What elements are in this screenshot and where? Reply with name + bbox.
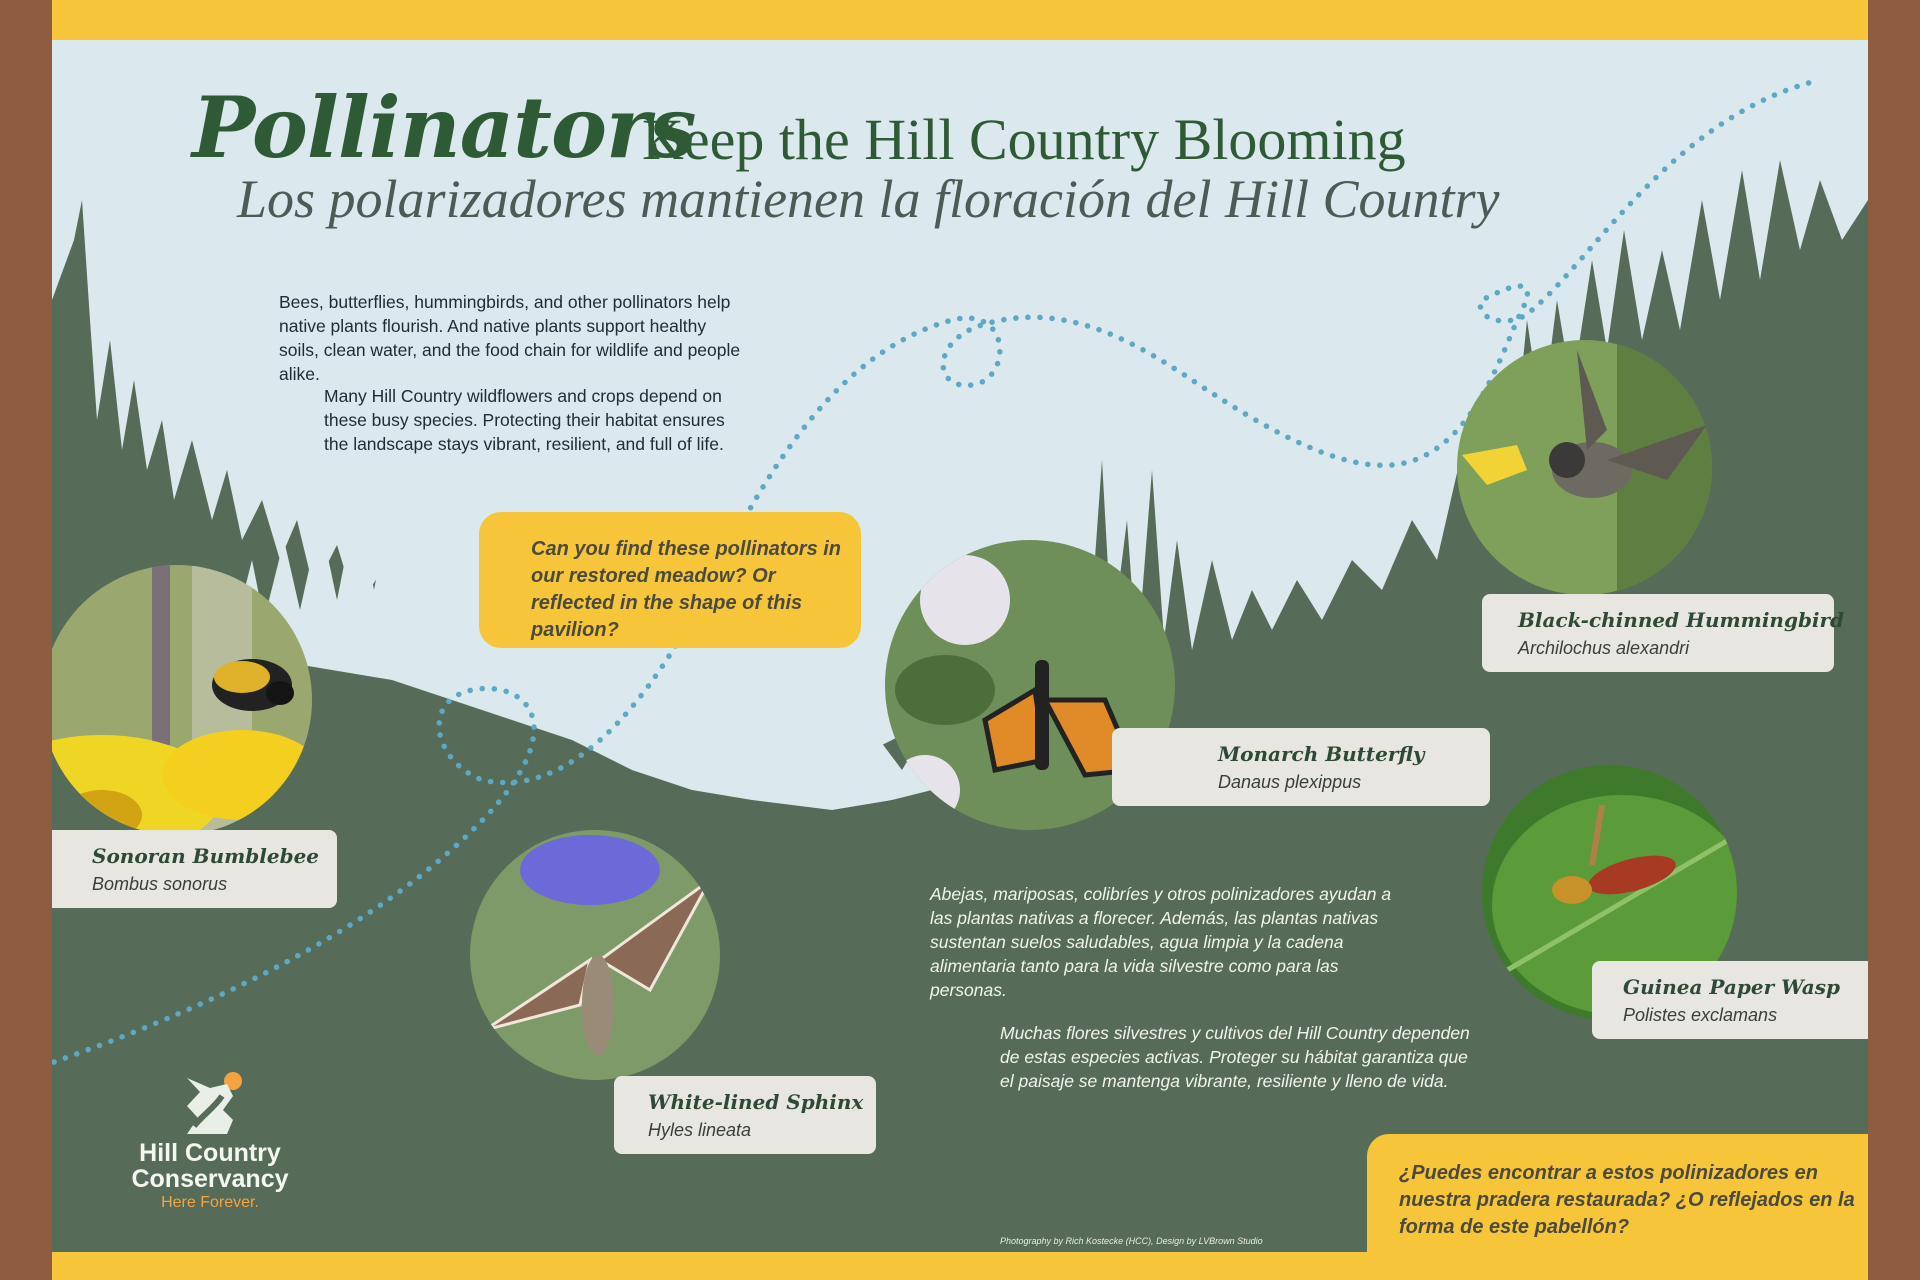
logo-line-1: Hill Country bbox=[139, 1139, 281, 1167]
label-white-lined-sphinx bbox=[614, 1076, 876, 1154]
intro-paragraph-2: Many Hill Country wildflowers and crops depend on these busy species. Protecting their habitat ensures the landscape stays vibrant, resilient, and full of life. bbox=[324, 386, 725, 454]
label-sonoran-bumblebee bbox=[52, 830, 337, 908]
bottom-yellow-band bbox=[52, 1252, 1868, 1280]
hummingbird-photo bbox=[1457, 340, 1712, 595]
callout-english: Can you find these pollinators in our restored meadow? Or reflected in the shape of this pavilion? bbox=[479, 512, 861, 648]
sphinx-photo bbox=[470, 830, 720, 1080]
hummingbird-illustration bbox=[1457, 340, 1712, 595]
species-scientific-name: Bombus sonorus bbox=[92, 874, 228, 894]
species-common-name: Black-chinned Hummingbird bbox=[1518, 608, 1845, 632]
spanish-paragraph-1: Abejas, mariposas, colibríes y otros polinizadores ayudan a las plantas nativas a florecer. Además, las plantas nativas sustentan suelos saludables, agua limpia y la cadena alimentaria tanto para la vida silvestre como para las personas. bbox=[930, 884, 1392, 1000]
species-common-name: Monarch Butterfly bbox=[1218, 742, 1425, 766]
species-common-name: Guinea Paper Wasp bbox=[1623, 975, 1841, 999]
species-common-name: White-lined Sphinx bbox=[648, 1090, 864, 1114]
intro-paragraph-1: Bees, butterflies, hummingbirds, and other pollinators help native plants flourish. And native plants support healthy soils, clean water, and the food chain for wildlife and people alike. bbox=[279, 292, 741, 384]
logo-line-2: Conservancy bbox=[131, 1165, 289, 1193]
sign-panel bbox=[52, 0, 1868, 1280]
species-scientific-name: Polistes exclamans bbox=[1623, 1005, 1778, 1025]
species-scientific-name: Hyles lineata bbox=[648, 1120, 752, 1140]
bumblebee-illustration bbox=[52, 565, 312, 835]
photo-credit: Photography by Rich Kostecke (HCC), Design by LVBrown Studio bbox=[1000, 1236, 1263, 1246]
spanish-paragraph-2: Muchas flores silvestres y cultivos del Hill Country dependen de estas especies activas. Proteger su hábitat garantiza que el paisaje se mantenga vibrante, resiliente y lleno de vida. bbox=[1000, 1023, 1470, 1091]
label-monarch-butterfly bbox=[1112, 728, 1490, 806]
logo-tagline: Here Forever. bbox=[161, 1194, 259, 1211]
sphinx-moth-illustration bbox=[470, 830, 720, 1080]
species-scientific-name: Danaus plexippus bbox=[1218, 772, 1362, 792]
hill-country-conservancy-logo bbox=[110, 1070, 310, 1212]
page-title: Pollinators bbox=[192, 78, 696, 177]
page-subtitle: Keep the Hill Country Blooming bbox=[642, 107, 1406, 172]
label-black-chinned-hummingbird bbox=[1482, 594, 1845, 672]
bumblebee-photo bbox=[52, 565, 312, 835]
species-common-name: Sonoran Bumblebee bbox=[92, 844, 320, 868]
landscape-logo-icon bbox=[110, 1070, 310, 1136]
callout-spanish: ¿Puedes encontrar a estos polinizadores en nuestra pradera restaurada? ¿O reflejados en la forma de este pabellón? bbox=[1367, 1134, 1868, 1252]
species-scientific-name: Archilochus alexandri bbox=[1518, 638, 1690, 658]
label-guinea-paper-wasp bbox=[1592, 961, 1868, 1039]
page-subtitle-spanish: Los polarizadores mantienen la floración del Hill Country bbox=[237, 169, 1500, 229]
